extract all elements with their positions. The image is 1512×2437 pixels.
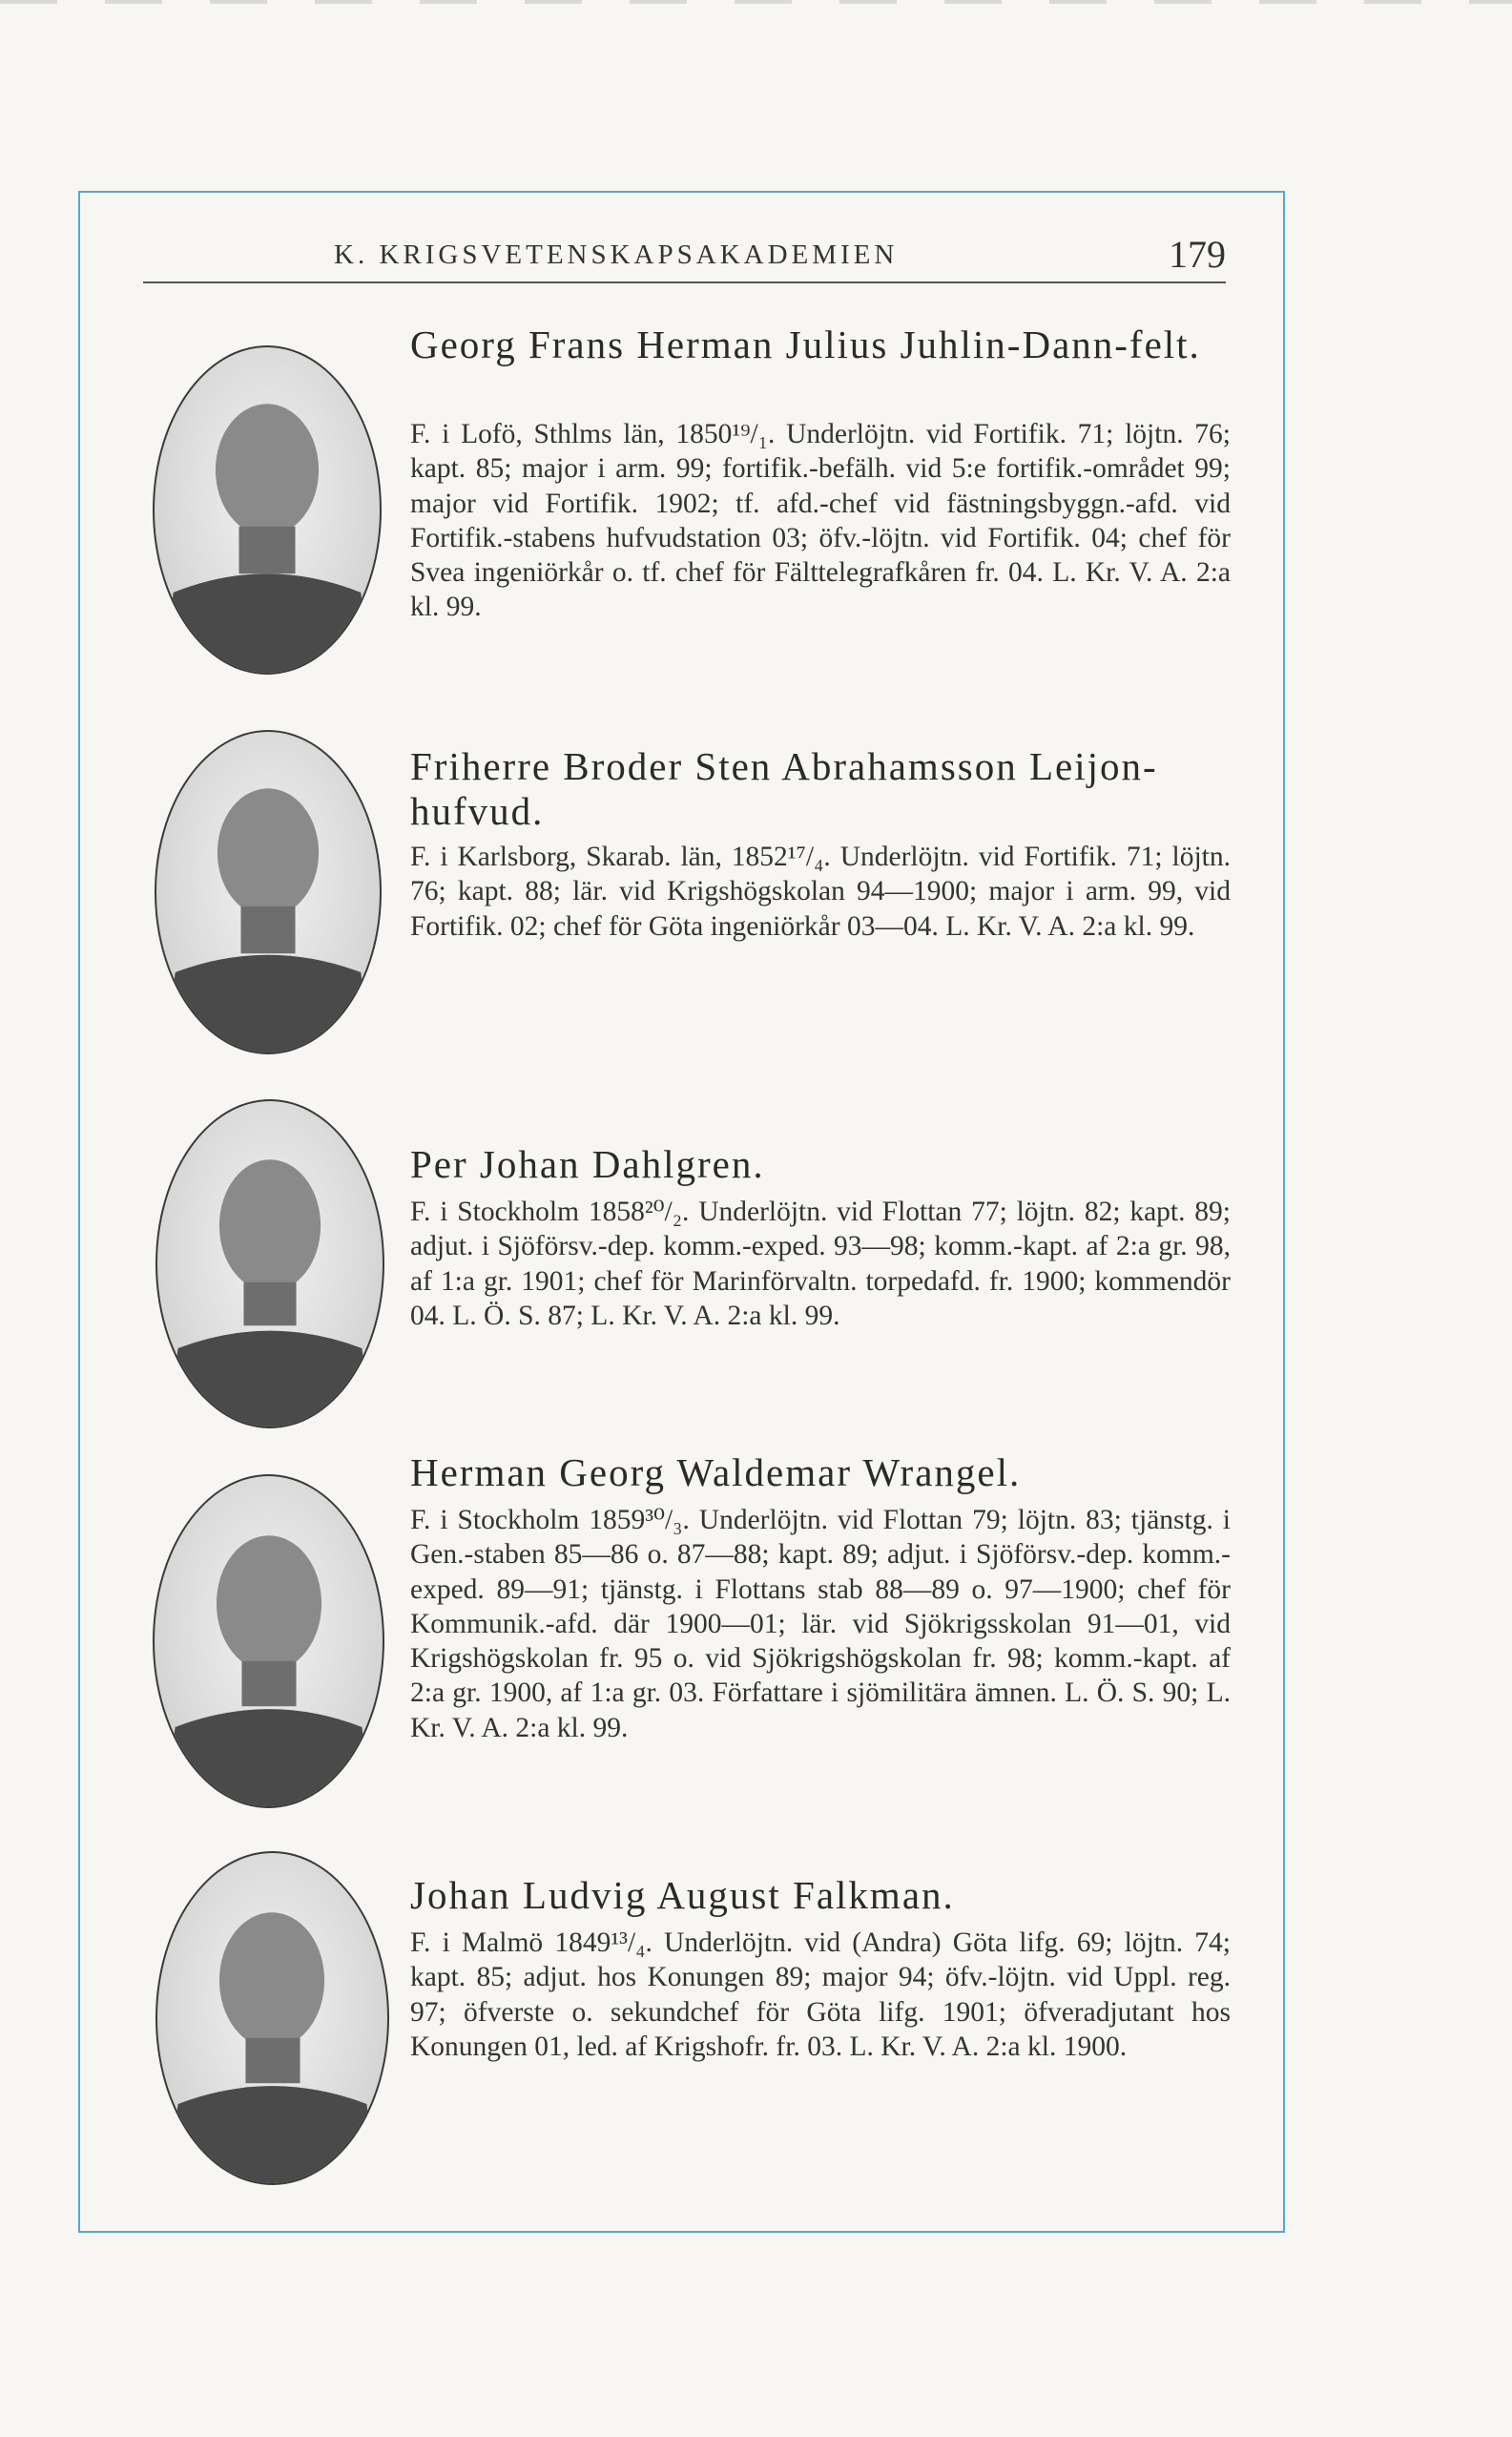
running-title: K. KRIGSVETENSKAPSAKADEMIEN (334, 240, 899, 270)
entry-name: Friherre Broder Sten Abrahamsson Leijon-hufvud. (410, 744, 1158, 833)
page-number: 179 (1169, 233, 1226, 276)
portrait-photo-icon (155, 1851, 389, 2185)
entry-bio-text: F. i Stockholm 1858²⁰/₂. Underlöjtn. vid Flottan 77; löjtn. 82; kapt. 89; adjut. i Sjöförsv.-dep. komm.-exped. 93—98; komm.-kapt. af 2:a gr. 98, af 1:a gr. 1901; chef för Marinförvaltn. torpedafd. fr. 1900; kommendör 04. L. Ö. S. 87; L. Kr. V. A. 2:a kl. 99. (410, 1197, 1231, 1331)
entry-bio (410, 417, 1231, 625)
portrait-photo-icon (153, 1474, 384, 1808)
entry-bio (410, 840, 1231, 944)
scan-edge (0, 0, 1512, 4)
portrait-photo-icon (155, 730, 382, 1054)
entry-bio-text: F. i Karlsborg, Skarab. län, 1852¹⁷/₄. Underlöjtn. vid Fortifik. 71; löjtn. 76; kapt. 88; lär. vid Krigshögskolan 94—1900; major i arm. 99, vid Fortifik. 02; chef för Göta ingeniörkår 03—04. L. Kr. V. A. 2:a kl. 99. (410, 842, 1231, 942)
entry-name: Georg Frans Herman Julius Juhlin-Dann-felt. (410, 323, 1201, 366)
entry-bio (410, 1195, 1231, 1333)
entry-name: Per Johan Dahlgren. (410, 1142, 765, 1186)
entry-bio-text: F. i Malmö 1849¹³/₄. Underlöjtn. vid (Andra) Göta lifg. 69; löjtn. 74; kapt. 85; adjut. hos Konungen 89; major 94; öfv.-löjtn. vid Uppl. reg. 97; öfverste o. sekundchef för Göta lifg. 1901; öfveradjutant hos Konungen 01, led. af Krigshofr. fr. 03. L. Kr. V. A. 2:a kl. 1900. (410, 1927, 1231, 2062)
entry-bio-text: F. i Lofö, Sthlms län, 1850¹⁹/₁. Underlöjtn. vid Fortifik. 71; löjtn. 76; kapt. 85; major i arm. 99; fortifik.-befälh. vid 5:e fortifik.-området 99; major vid Fortifik. 1902; tf. afd.-chef vid fästningsbyggn.-afd. vid Fortifik.-stabens hufvudstation 03; öfv.-löjtn. vid Fortifik. 04; chef för Svea ingeniörkår o. tf. chef för Fälttelegrafkåren fr. 04. L. Kr. V. A. 2:a kl. 99. (410, 419, 1231, 623)
portrait-photo-icon (155, 1099, 384, 1428)
entry-bio (410, 1503, 1231, 1745)
running-header (143, 215, 1226, 283)
entry-name: Johan Ludvig August Falkman. (410, 1873, 955, 1917)
entry-bio (410, 1926, 1231, 2064)
portrait-photo-icon (153, 345, 382, 675)
entry-bio-text: F. i Stockholm 1859³⁰/₃. Underlöjtn. vid Flottan 79; löjtn. 83; tjänstg. i Gen.-staben 85—86 o. 87—88; kapt. 89; adjut. i Sjöförsv.-dep. komm.-exped. 89—91; tjänstg. i Flottans stab 88—89 o. 97—1900; chef för Kommunik.-afd. där 1900—01; lär. vid Sjökrigsskolan 91—01, vid Krigshögskolan fr. 95 o. vid Sjökrigshögskolan fr. 98; komm.-kapt. af 2:a gr. 1900, af 1:a gr. 03. Författare i sjömilitära ämnen. L. Ö. S. 90; L. Kr. V. A. 2:a kl. 99. (410, 1505, 1231, 1743)
entry-name: Herman Georg Waldemar Wrangel. (410, 1450, 1022, 1494)
